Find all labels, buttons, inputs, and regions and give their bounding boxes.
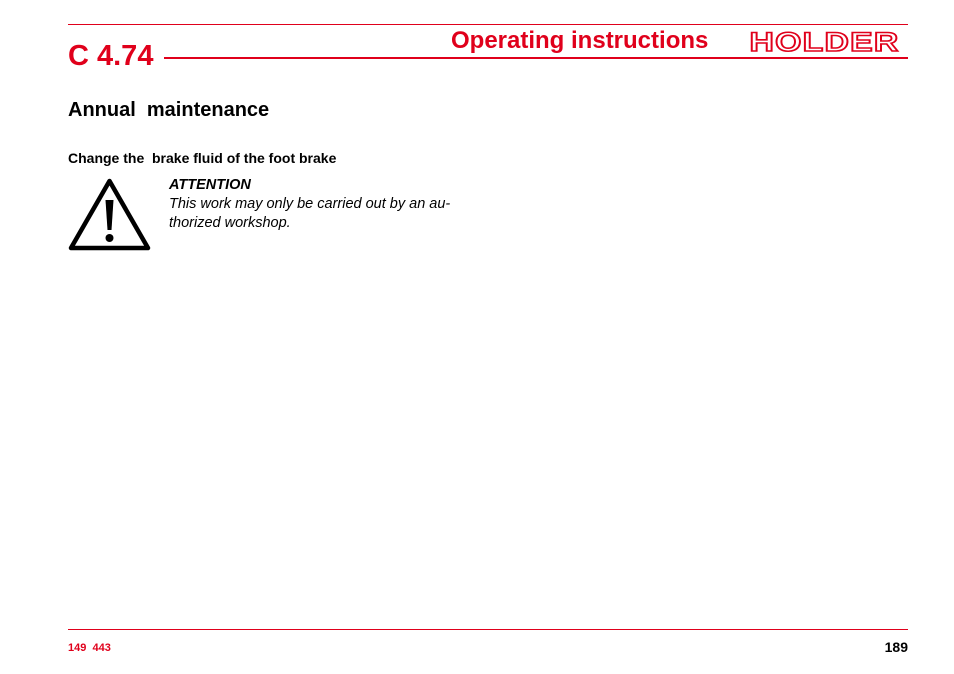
- notice-text-line: This work may only be carried out by an au-: [169, 196, 451, 212]
- section-title: Annual maintenance: [68, 99, 270, 121]
- holder-logo: [747, 28, 902, 56]
- document-number: 149 443: [68, 642, 111, 654]
- svg-text:HOLDER: HOLDER: [749, 28, 900, 56]
- page-number: 189: [884, 639, 908, 655]
- warning-triangle-icon: [67, 176, 152, 252]
- attention-label: ATTENTION: [169, 177, 251, 193]
- model-designation: C 4.74: [68, 40, 154, 72]
- notice-text-line: thorized workshop.: [169, 215, 291, 231]
- header-title-rule: [164, 57, 908, 59]
- attention-notice: [169, 176, 489, 233]
- document-title: Operating instructions: [451, 27, 709, 54]
- header-top-rule: [68, 24, 908, 25]
- footer-rule: [68, 629, 908, 630]
- procedure-subheading: Change the brake fluid of the foot brake: [68, 150, 337, 166]
